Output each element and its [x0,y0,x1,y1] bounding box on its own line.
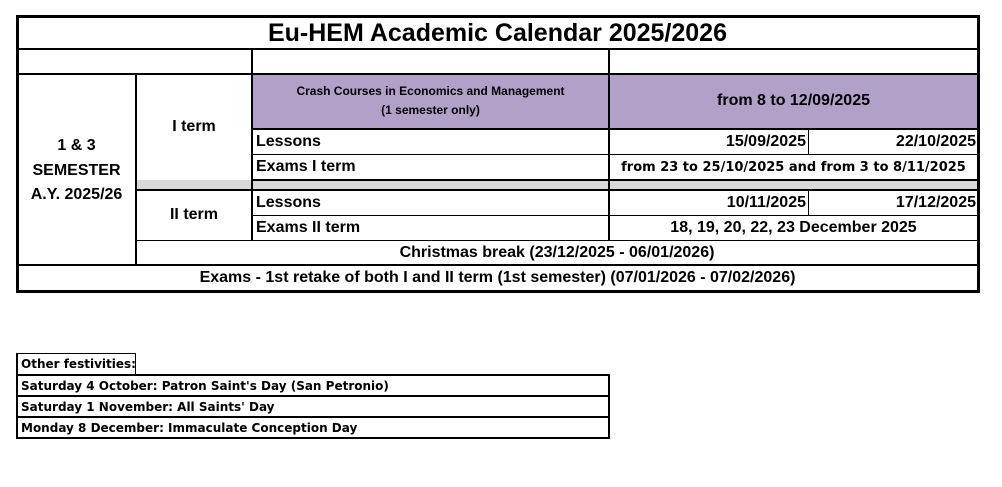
semester-label-line3: A.Y. 2025/26 [30,186,123,203]
term2-lessons-end: 17/12/2025 [895,194,976,211]
festivity-item: Saturday 1 November: All Saints' Day [21,399,275,414]
christmas-break: Christmas break (23/12/2025 - 06/01/2026) [399,243,715,261]
crash-course-line2: (1 semester only) [381,103,480,117]
crash-course-label [253,82,608,120]
term2-exams-label: Exams II term [256,219,361,236]
semester-label-line1: 1 & 3 [57,137,96,154]
term2-label: II term [169,206,218,223]
crash-course-line1: Crash Courses in Economics and Management [296,84,565,98]
term2-lessons-label: Lessons [256,194,321,211]
term1-label: I term [172,118,216,135]
term1-lessons-label: Lessons [256,133,321,150]
term1-lessons-start: 15/09/2025 [725,133,806,150]
festivity-item: Monday 8 December: Immaculate Conception Day [21,420,358,435]
term1-exams-label: Exams I term [256,158,356,175]
festivities-header: Other festivities: [21,357,136,371]
calendar-title: Eu-HEM Academic Calendar 2025/2026 [267,18,727,47]
retake-exams: Exams - 1st retake of both I and II term (1st semester) (07/01/2026 - 07/02/2026) [199,269,796,286]
festivity-item: Saturday 4 October: Patron Saint's Day (San Petronio) [21,378,389,393]
semester-label-line2: SEMESTER [32,161,121,179]
semester-label [18,134,135,208]
term1-lessons-end: 22/10/2025 [895,133,976,150]
term2-lessons-start: 10/11/2025 [726,194,806,211]
term1-exams-dates: from 23 to 25/10/2025 and from 3 to 8/11/2025 [621,159,966,175]
crash-course-dates: from 8 to 12/09/2025 [717,92,870,109]
term2-exams-dates: 18, 19, 20, 22, 23 December 2025 [670,219,917,236]
